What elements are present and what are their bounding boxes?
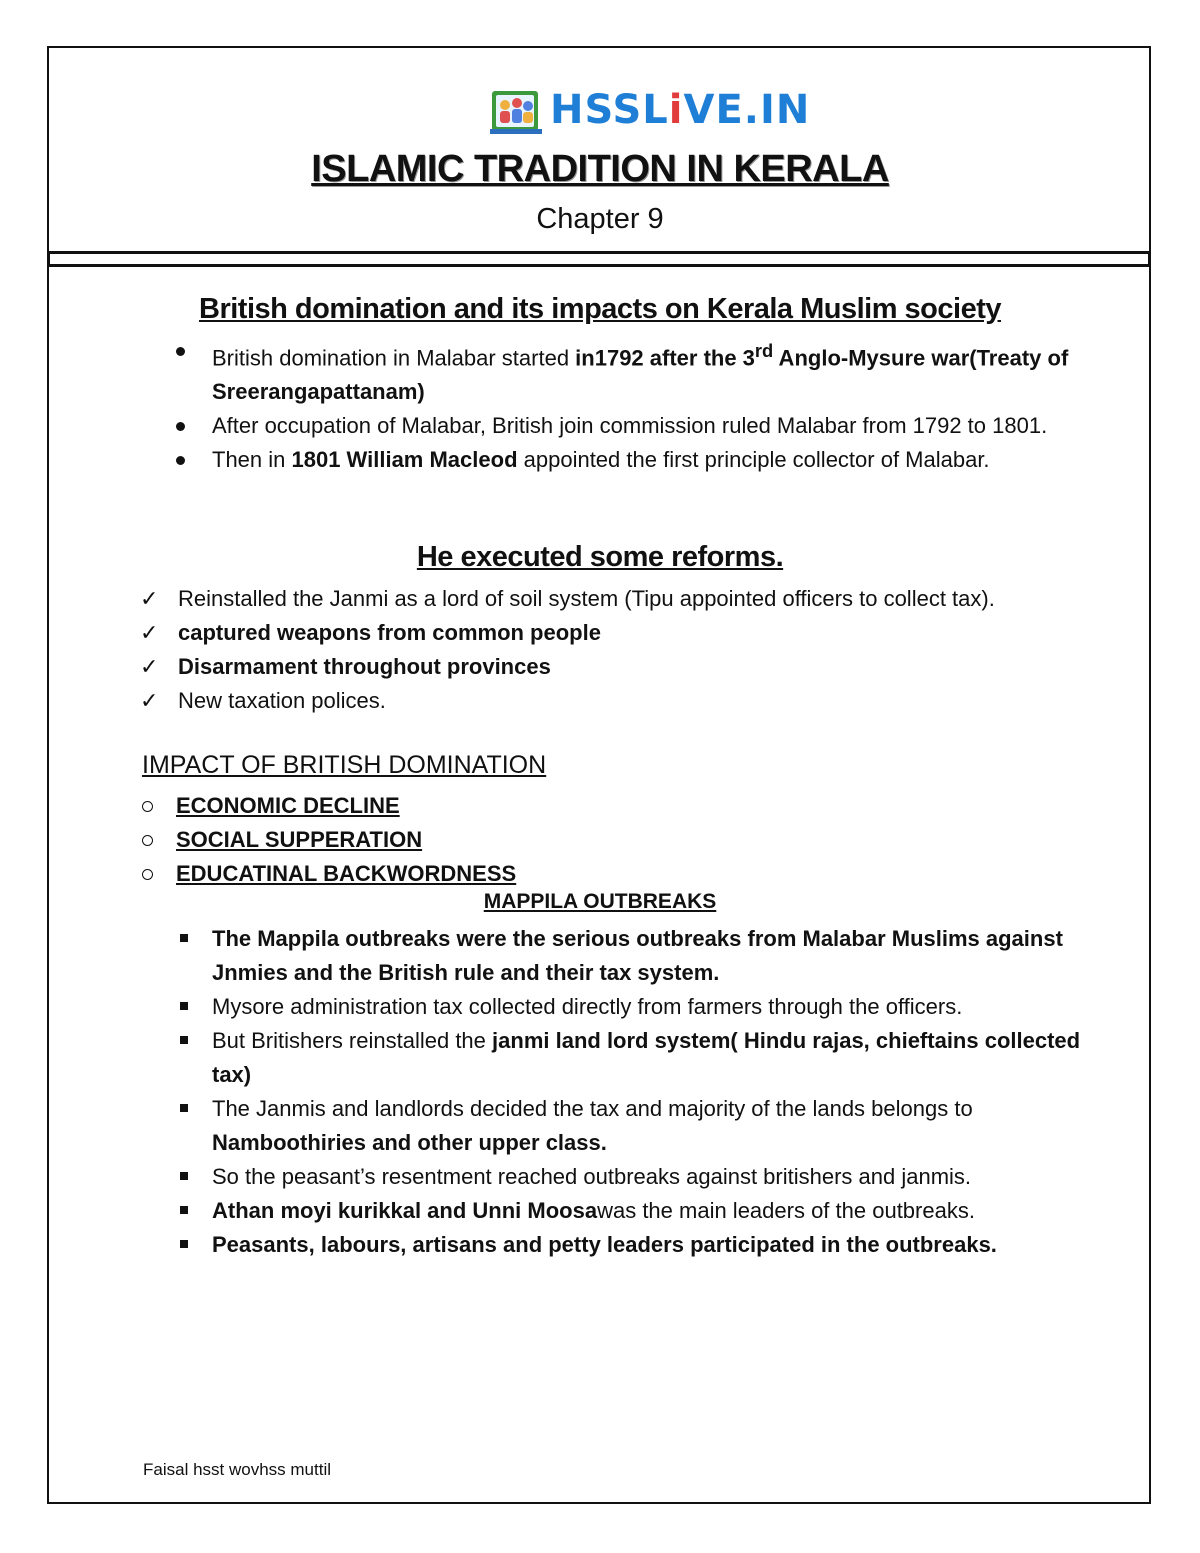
reforms-list: [140, 582, 1078, 718]
header-divider: [47, 251, 1151, 267]
list-item: ✓ New taxation polices.: [178, 684, 1078, 718]
list-item: Peasants, labours, artisans and petty leaders participated in the outbreaks.: [212, 1228, 1092, 1262]
list-item: So the peasant’s resentment reached outbreaks against britishers and janmis.: [212, 1160, 1092, 1194]
list-item: Then in 1801 William Macleod appointed the first principle collector of Malabar.: [212, 443, 1072, 477]
checkmark-icon: ✓: [140, 620, 159, 645]
checkmark-icon: ✓: [140, 688, 159, 713]
list-item: ✓ captured weapons from common people: [178, 616, 1078, 650]
list-item: After occupation of Malabar, British join commission ruled Malabar from 1792 to 1801.: [212, 409, 1072, 443]
section-heading-reforms: He executed some reforms.: [416, 541, 784, 573]
students-icon: [490, 85, 542, 135]
list-item: The Janmis and landlords decided the tax and majority of the lands belongs to Namboothiries and other upper class.: [212, 1092, 1092, 1160]
list-item: Mysore administration tax collected directly from farmers through the officers.: [212, 990, 1092, 1024]
checkmark-icon: ✓: [140, 586, 159, 611]
list-item: ✓ Reinstalled the Janmi as a lord of soil system (Tipu appointed officers to collect tax).: [178, 582, 1078, 616]
chapter-label: Chapter 9: [536, 203, 664, 235]
list-item: Athan moyi kurikkal and Unni Moosawas the main leaders of the outbreaks.: [212, 1194, 1092, 1228]
hsslive-logo: [490, 84, 810, 136]
logo-text: HSSLiVE.IN: [550, 87, 811, 133]
section-heading-mappila-outbreaks: MAPPILA OUTBREAKS: [483, 890, 717, 913]
british-domination-list: [212, 334, 1072, 477]
outbreaks-list: [212, 922, 1092, 1262]
section-heading-impact: IMPACT OF BRITISH DOMINATION: [142, 751, 547, 779]
list-item: But Britishers reinstalled the janmi land lord system( Hindu rajas, chieftains collected tax): [212, 1024, 1092, 1092]
page-title: ISLAMIC TRADITION IN KERALA: [311, 148, 889, 190]
section-heading-british-domination: British domination and its impacts on Kerala Muslim society: [199, 293, 1001, 325]
impact-list: [176, 789, 876, 891]
list-item: ECONOMIC DECLINE: [176, 789, 876, 823]
author-footer: Faisal hsst wovhss muttil: [143, 1460, 331, 1479]
list-item: British domination in Malabar started in1792 after the 3rd Anglo-Mysure war(Treaty of Sreerangapattanam): [212, 334, 1072, 409]
list-item: EDUCATINAL BACKWORDNESS: [176, 857, 876, 891]
checkmark-icon: ✓: [140, 654, 159, 679]
list-item: SOCIAL SUPPERATION: [176, 823, 876, 857]
list-item: The Mappila outbreaks were the serious outbreaks from Malabar Muslims against Jnmies and the British rule and their tax system.: [212, 922, 1092, 990]
list-item: ✓ Disarmament throughout provinces: [178, 650, 1078, 684]
